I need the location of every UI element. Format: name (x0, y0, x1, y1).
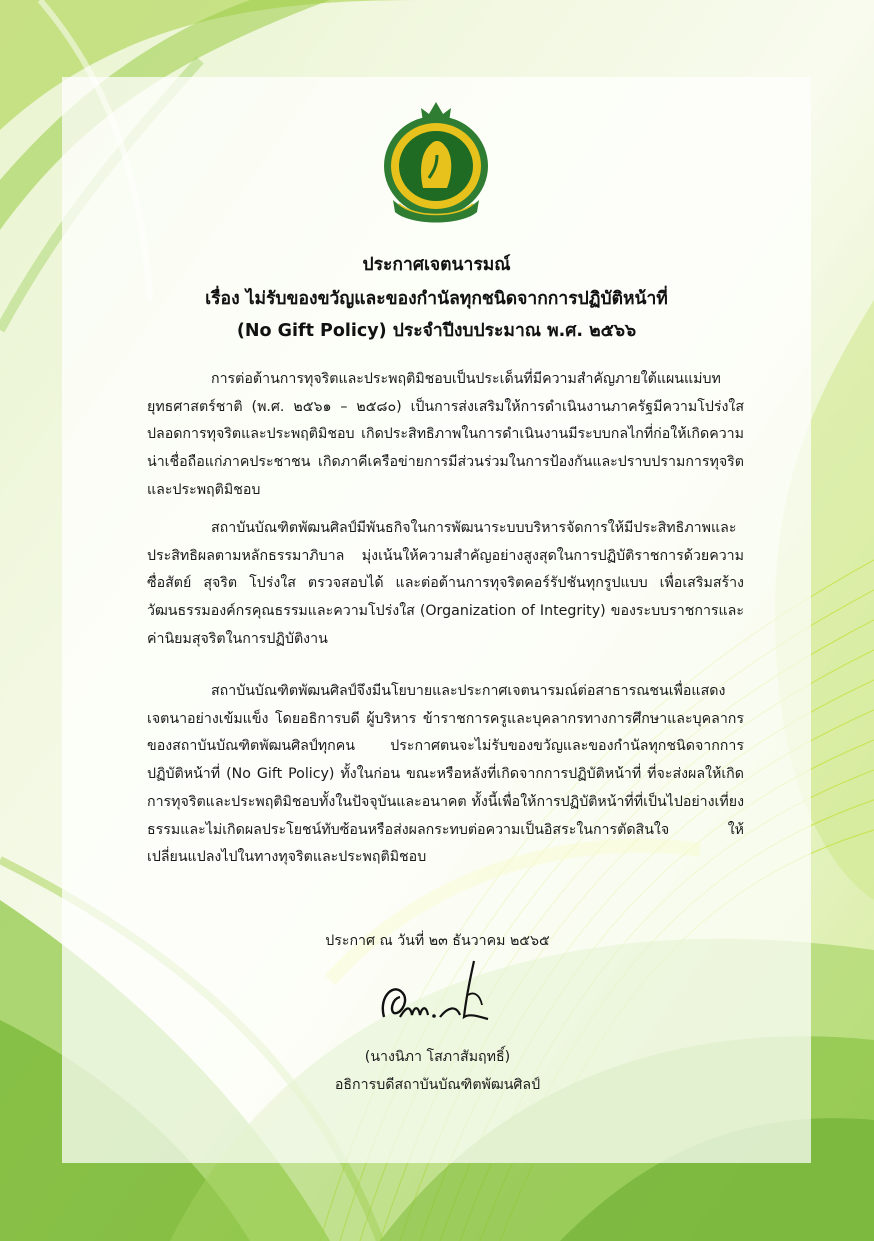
signer-position: อธิการบดีสถาบันบัณฑิตพัฒนศิลป์ (334, 1077, 541, 1093)
policy-line: (No Gift Policy) ประจำปีงบประมาณ พ.ศ. ๒๕๖๖ (236, 321, 637, 341)
body-paragraph-3: สถาบันบัณฑิตพัฒนศิลป์จึงมีนโยบายและประกาศเจตนารมณ์ต่อสาธารณชนเพื่อแสดงเจตนาอย่างเข้มแข็ง โดยอธิการบดี ผู้บริหาร ข้าราชการครูและบุคลากรทางการศึกษาและบุคลากรของสถาบันบัณฑิตพัฒนศิลป์ทุกคน ประกาศตนจะไม่รับของขวัญและของกำนัลทุกชนิดจากการปฏิบัติหน้าที่ (No Gift Policy) ทั้งในก่อน ขณะหรือหลังที่เกิดจากการปฏิบัติหน้าที่ ที่จะส่งผลให้เกิดการทุจริตและประพฤติมิชอบทั้งในปัจจุบันและอนาคต ทั้งนี้เพื่อให้การปฏิบัติหน้าที่ที่เป็นไปอย่างเที่ยงธรรมและไม่เกิดผลประโยชน์ทับซ้อนหรือส่งผลกระทบต่อความเป็นอิสระในการตัดสินใจ ให้เปลี่ยนแปลงไปในทางทุจริตและประพฤติมิชอบ (147, 683, 744, 866)
institute-seal-logo (381, 100, 491, 226)
page-title: ประกาศเจตนารมณ์ (362, 255, 511, 275)
body-paragraph-1: การต่อต้านการทุจริตและประพฤติมิชอบเป็นประเด็นที่มีความสำคัญภายใต้แผนแม่บทยุทธศาสตร์ชาติ (พ.ศ. ๒๕๖๑ – ๒๕๘๐) เป็นการส่งเสริมให้การดำเนินงานภาครัฐมีความโปร่งใสปลอดการทุจริตและประพฤติมิชอบ เกิดประสิทธิภาพในการดำเนินงานมีระบบกลไกที่ก่อให้เกิดความน่าเชื่อถือแก่ภาคประชาชน เกิดภาคีเครือข่ายการมีส่วนร่วมในการป้องกันและปราบปรามการทุจริต และประพฤติมิชอบ (147, 371, 744, 498)
announcement-date: ประกาศ ณ วันที่ ๒๓ ธันวาคม ๒๕๖๕ (325, 933, 550, 949)
announcement-subject: เรื่อง ไม่รับของขวัญและของกำนัลทุกชนิดจากการปฏิบัติหน้าที่ (205, 289, 668, 309)
body-paragraph-2: สถาบันบัณฑิตพัฒนศิลป์มีพันธกิจในการพัฒนาระบบบริหารจัดการให้มีประสิทธิภาพและประสิทธิผลตามหลักธรรมาภิบาล มุ่งเน้นให้ความสำคัญอย่างสูงสุดในการปฏิบัติราชการด้วยความซื่อสัตย์ สุจริต โปร่งใส ตรวจสอบได้ และต่อต้านการทุจริตคอร์รัปชันทุกรูปแบบ เพื่อเสริมสร้างวัฒนธรรมองค์กรคุณธรรมและความโปร่งใส (Organization of Integrity) ของระบบราชการและค่านิยมสุจริตในการปฏิบัติงาน (147, 520, 744, 647)
handwritten-signature (370, 955, 500, 1035)
signer-name: (นางนิภา โสภาสัมฤทธิ์) (364, 1049, 511, 1065)
